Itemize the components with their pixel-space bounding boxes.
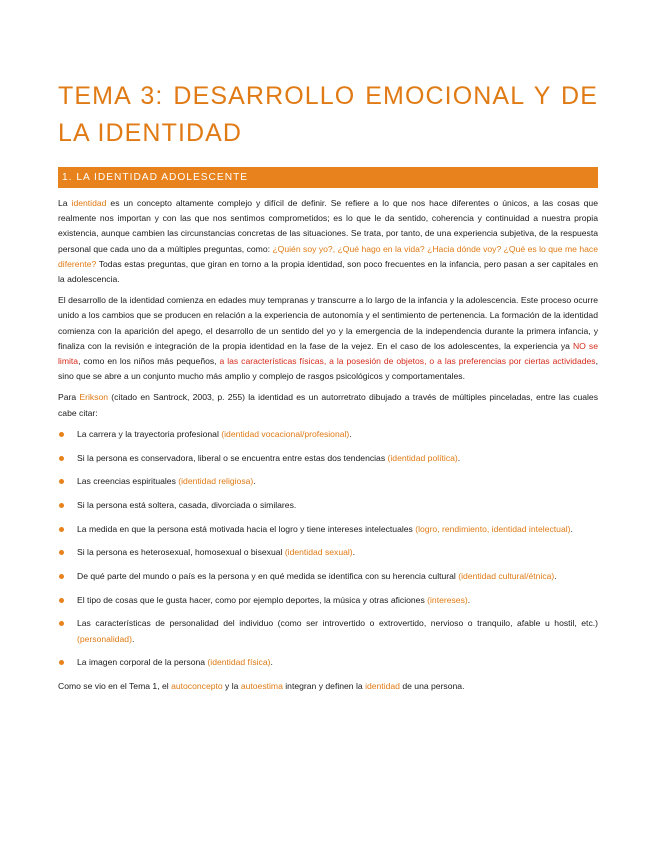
- list-item: [58, 545, 598, 560]
- list-item: [58, 451, 598, 466]
- list-item: [58, 474, 598, 489]
- bullet-icon: [59, 598, 64, 603]
- list-item-text: De qué parte del mundo o país es la persona y en qué medida se identifica con su herencia cultural: [77, 571, 459, 582]
- list-item-end: .: [270, 657, 273, 668]
- identity-aspects-list: [58, 427, 598, 671]
- text-run: (citado en Santrock, 2003, p. 255) la identidad es un autorretrato dibujado a través de múltiples pinceladas, entre las cuales cabe citar:: [58, 392, 598, 418]
- text-run: Todas estas preguntas, que giran en torno a la propia identidad, son poco frecuentes en la infancia, pero pasan a ser capitales en la adolescencia.: [58, 258, 598, 285]
- list-item-tag: (identidad religiosa): [178, 476, 254, 487]
- list-item-tag: (personalidad): [77, 633, 132, 644]
- section-heading: 1. LA IDENTIDAD ADOLESCENTE: [58, 167, 598, 188]
- list-item-text: Si la persona está soltera, casada, divorciada o similares.: [77, 499, 297, 510]
- list-item: [58, 616, 598, 646]
- bullet-icon: [59, 660, 64, 665]
- bullet-icon: [59, 479, 64, 484]
- list-item-end: .: [349, 428, 352, 439]
- highlight-author: Erikson: [79, 392, 109, 403]
- bullet-icon: [59, 527, 64, 532]
- list-item-text: El tipo de cosas que le gusta hacer, como por ejemplo deportes, la música y otras aficiones: [77, 594, 428, 605]
- list-item-tag: (identidad sexual): [284, 547, 353, 558]
- highlight-term: identidad: [365, 681, 400, 692]
- text-run: Para: [58, 392, 80, 403]
- text-run: y la: [222, 681, 241, 692]
- text-run: es un concepto altamente complejo y difícil de definir. Se refiere a lo que nos hace diferentes o únicos, a las cosas que realmente nos importan y con las que nos sentimos comprometidos; es lo que le da sentido, coherencia y continuidad a nuestra propia existencia, aunque cambien las circunstancias concretas de las situaciones. Se trata, por tanto, de una experiencia subjetiva, de la respuesta personal que cada uno da a múltiples preguntas, como:: [58, 198, 598, 254]
- list-item-end: .: [554, 571, 557, 582]
- text-run: integran y definen la: [282, 681, 366, 692]
- list-item-text: Si la persona es conservadora, liberal o se encuentra entre estas dos tendencias: [77, 452, 388, 463]
- text-run: El desarrollo de la identidad comienza en edades muy tempranas y transcurre a lo largo de la infancia y la adolescencia. Este proceso ocurre unido a los cambios que se producen en relación a la experiencia de autonomía y el sentimiento de pertenencia. La formación de la identidad comienza con la aparición del apego, el desarrollo de un sentido del yo y la emergencia de la independencia durante la primera infancia, y finaliza con la revisión e integración de la propia identidad en la fase de la vejez. En el caso de los adolescentes, la experiencia ya: [58, 295, 598, 351]
- bullet-icon: [59, 574, 64, 579]
- text-run: de una persona.: [399, 681, 465, 692]
- list-item-text: Si la persona es heterosexual, homosexual o bisexual: [77, 547, 285, 558]
- list-item-text: Las características de personalidad del individuo (como ser introvertido o extrovertido, nervioso o tranquilo, afable u hostil, etc.): [77, 618, 598, 629]
- highlight-red: a las características físicas, a la posesión de objetos, o a las preferencias por ciertas actividades: [219, 356, 596, 367]
- list-item-text: La medida en que la persona está motivada hacia el logro y tiene intereses intelectuales: [77, 523, 416, 534]
- list-item: [58, 498, 598, 513]
- list-item: [58, 655, 598, 670]
- bullet-icon: [59, 456, 64, 461]
- paragraph-closing: [58, 679, 598, 694]
- bullet-icon: [59, 550, 64, 555]
- bullet-icon: [59, 432, 64, 437]
- list-item-end: .: [457, 452, 461, 463]
- text-run: Como se vio en el Tema 1, el: [58, 681, 172, 692]
- text-run: , sino que se abre a un conjunto mucho más amplio y complejo de rasgos psicológicos y comportamentales.: [58, 356, 598, 382]
- list-item-end: .: [467, 594, 471, 605]
- list-item-text: La imagen corporal de la persona: [77, 657, 208, 668]
- list-item-end: .: [352, 547, 356, 558]
- list-item-tag: (identidad física): [207, 657, 271, 668]
- list-item-tag: (identidad política): [387, 452, 458, 463]
- document-page: [58, 78, 598, 700]
- list-item-tag: (identidad vocacional/profesional): [221, 428, 350, 439]
- paragraph-erikson: [58, 390, 598, 420]
- list-item-tag: (intereses): [427, 594, 468, 605]
- list-item: [58, 569, 598, 584]
- highlight-questions: ¿Quién soy yo?, ¿Qué hago en la vida? ¿Hacia dónde voy? ¿Qué es lo que me hace diferente?: [58, 243, 598, 269]
- list-item: [58, 427, 598, 442]
- list-item-text: La carrera y la trayectoria profesional: [77, 428, 222, 439]
- bullet-icon: [59, 503, 64, 508]
- list-item-tag: (identidad cultural/étnica): [458, 571, 555, 582]
- list-item-text: Las creencias espirituales: [77, 476, 179, 487]
- list-item-end: .: [570, 523, 573, 534]
- list-item: [58, 522, 598, 537]
- highlight-red: NO se limita: [58, 340, 598, 367]
- text-run: , como en los niños más pequeños,: [78, 356, 220, 367]
- list-item-end: .: [131, 633, 135, 644]
- list-item-tag: (logro, rendimiento, identidad intelectual): [415, 523, 571, 534]
- highlight-term: autoconcepto: [171, 681, 223, 692]
- list-item: [58, 593, 598, 608]
- bullet-icon: [59, 621, 64, 626]
- paragraph-identity-definition: [58, 196, 598, 287]
- highlight-term: autoestima: [240, 681, 283, 692]
- text-run: La: [58, 198, 72, 208]
- page-title: TEMA 3: DESARROLLO EMOCIONAL Y DE LA IDENTIDAD: [58, 82, 598, 147]
- paragraph-identity-development: [58, 293, 598, 384]
- highlight-term: identidad: [71, 198, 107, 208]
- list-item-end: .: [253, 476, 256, 487]
